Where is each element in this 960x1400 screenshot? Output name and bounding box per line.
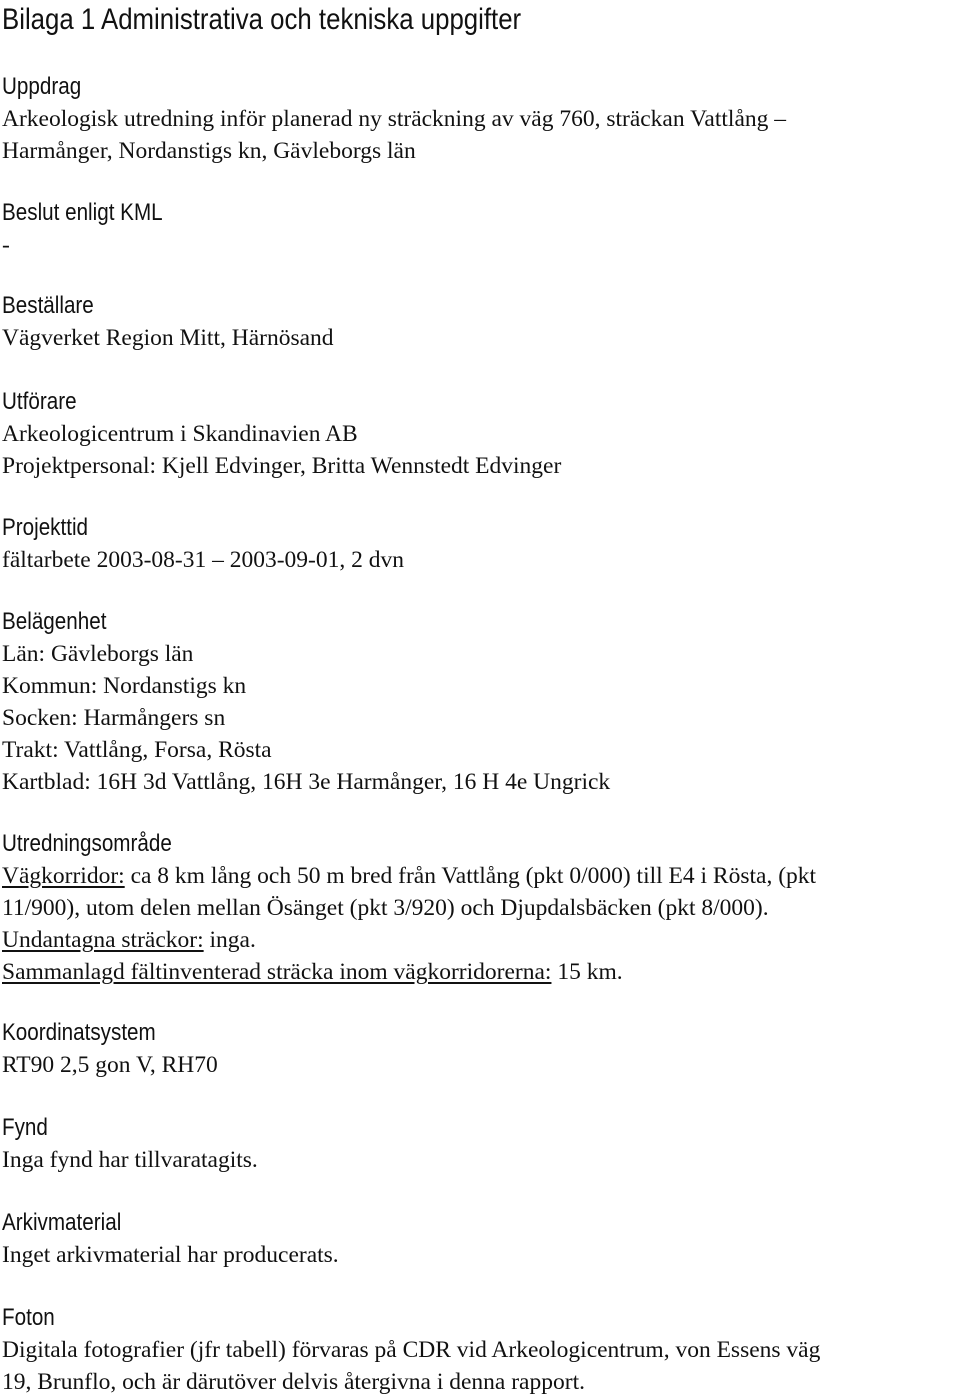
body-line: Trakt: Vattlång, Forsa, Rösta — [2, 737, 272, 763]
section-heading: Utförare — [2, 388, 77, 415]
body-text: ca 8 km lång och 50 m bred från Vattlång (pkt 0/000) till E4 i Rösta, (pkt — [124, 863, 817, 889]
document-title: Bilaga 1 Administrativa och tekniska uppgifter — [2, 3, 522, 36]
body-line: Projektpersonal: Kjell Edvinger, Britta Wennstedt Edvinger — [2, 453, 562, 479]
section-heading: Beställare — [2, 292, 94, 319]
section-uppdrag — [2, 71, 786, 167]
section-heading: Belägenhet — [2, 608, 107, 635]
body-line: Arkeologisk utredning inför planerad ny sträckning av väg 760, sträckan Vattlång – — [2, 106, 787, 132]
body-line — [2, 924, 816, 956]
body-line: 19, Brunflo, och är därutöver delvis återgivna i denna rapport. — [2, 1369, 585, 1395]
section-foton — [2, 1302, 820, 1398]
body-line — [2, 860, 816, 892]
body-line: fältarbete 2003-08-31 – 2003-09-01, 2 dvn — [2, 547, 405, 573]
document-page — [2, 0, 958, 1395]
section-heading: Fynd — [2, 1114, 48, 1141]
section-fynd — [2, 1112, 258, 1176]
section-belagenhet — [2, 606, 610, 798]
body-line: Inget arkivmaterial har producerats. — [2, 1242, 339, 1268]
body-line: - — [2, 232, 10, 258]
section-beslut — [2, 197, 189, 261]
section-heading: Beslut enligt KML — [2, 199, 163, 226]
body-text: inga. — [203, 927, 256, 953]
section-heading: Projekttid — [2, 514, 89, 541]
body-line: Socken: Harmångers sn — [2, 705, 226, 731]
body-line: Arkeologicentrum i Skandinavien AB — [2, 421, 358, 447]
underlined-label: Vägkorridor: — [2, 863, 125, 889]
body-line: Vägverket Region Mitt, Härnösand — [2, 325, 334, 351]
section-koordinatsystem — [2, 1017, 218, 1081]
section-utredningsomrade — [2, 828, 816, 988]
body-line: Digitala fotografier (jfr tabell) förvaras på CDR vid Arkeologicentrum, von Essens väg — [2, 1337, 821, 1363]
section-heading: Utredningsområde — [2, 830, 172, 857]
body-line: Län: Gävleborgs län — [2, 641, 194, 667]
section-heading: Arkivmaterial — [2, 1209, 122, 1236]
underlined-label: Undantagna sträckor: — [2, 927, 204, 953]
body-line — [2, 956, 816, 988]
body-line: 11/900), utom delen mellan Ösänget (pkt 3/920) och Djupdalsbäcken (pkt 8/000). — [2, 895, 769, 921]
body-line: Harmånger, Nordanstigs kn, Gävleborgs län — [2, 138, 416, 164]
section-heading: Uppdrag — [2, 73, 82, 100]
section-bestallare — [2, 290, 334, 354]
section-arkivmaterial — [2, 1207, 339, 1271]
body-line: Kommun: Nordanstigs kn — [2, 673, 247, 699]
body-line: Kartblad: 16H 3d Vattlång, 16H 3e Harmånger, 16 H 4e Ungrick — [2, 769, 611, 795]
body-line: Inga fynd har tillvaratagits. — [2, 1147, 258, 1173]
body-line: RT90 2,5 gon V, RH70 — [2, 1052, 218, 1078]
underlined-label: Sammanlagd fältinventerad sträcka inom vägkorridorerna: — [2, 959, 552, 985]
section-utforare — [2, 386, 561, 482]
section-heading: Foton — [2, 1304, 55, 1331]
section-projekttid — [2, 512, 404, 576]
body-text: 15 km. — [551, 959, 623, 985]
section-heading: Koordinatsystem — [2, 1019, 156, 1046]
